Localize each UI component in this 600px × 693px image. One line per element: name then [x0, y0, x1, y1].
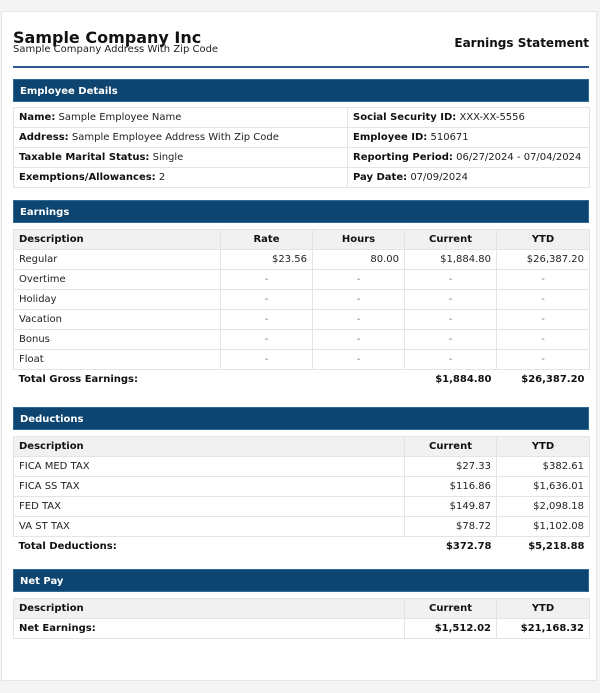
deduction-current: $149.87 [405, 496, 497, 516]
deduction-ytd: $2,098.18 [497, 496, 590, 516]
social-security-id: Social Security ID: XXX-XX-5556 [348, 108, 590, 128]
net-earnings-row [14, 619, 590, 639]
net-pay-header: Net Pay [13, 569, 589, 592]
column-header-ytd: YTD [497, 230, 590, 250]
earning-rate: $23.56 [221, 250, 313, 270]
earning-hours: 80.00 [313, 250, 405, 270]
earning-hours: - [313, 330, 405, 350]
earning-rate: - [221, 350, 313, 370]
deduction-current: $27.33 [405, 456, 497, 476]
total-gross-earnings-label: Total Gross Earnings: [18, 374, 138, 386]
earning-description: Regular [14, 250, 221, 270]
earnings-header: Earnings [13, 200, 589, 223]
column-header-ytd: YTD [497, 436, 590, 456]
table-row [14, 270, 590, 290]
earning-current: - [405, 330, 497, 350]
earning-description: Bonus [14, 330, 221, 350]
statement-title: Earnings Statement [454, 36, 589, 50]
table-row [14, 250, 590, 270]
table-row [14, 290, 590, 310]
total-deductions-row [14, 536, 590, 556]
deduction-current: $116.86 [405, 476, 497, 496]
total-deductions-current: $372.78 [445, 540, 492, 552]
column-header-description: Description [14, 599, 405, 619]
earning-current: - [405, 290, 497, 310]
total-gross-earnings-row [14, 370, 590, 390]
deduction-description: FED TAX [14, 496, 405, 516]
column-header-current: Current [405, 230, 497, 250]
earning-ytd: - [497, 330, 590, 350]
earning-current: - [405, 270, 497, 290]
earning-rate: - [221, 270, 313, 290]
net-earnings-current: $1,512.02 [405, 619, 497, 639]
table-row [14, 108, 590, 128]
column-header-description: Description [14, 436, 405, 456]
total-gross-earnings-ytd: $26,387.20 [521, 374, 585, 386]
deductions-table [13, 436, 590, 557]
total-gross-earnings-current: $1,884.80 [435, 374, 492, 386]
deduction-ytd: $382.61 [497, 456, 590, 476]
earnings-statement-document [1, 11, 597, 681]
pay-date: Pay Date: 07/09/2024 [348, 168, 590, 188]
total-deductions-ytd: $5,218.88 [528, 540, 585, 552]
earnings-table [13, 229, 590, 390]
employee-name: Name: Sample Employee Name [14, 108, 348, 128]
table-row [14, 330, 590, 350]
deduction-description: VA ST TAX [14, 516, 405, 536]
earning-description: Overtime [14, 270, 221, 290]
company-name: Sample Company Inc [13, 28, 202, 47]
exemptions-allowances: Exemptions/Allowances: 2 [14, 168, 348, 188]
net-earnings-ytd: $21,168.32 [497, 619, 590, 639]
statement-header [13, 12, 589, 66]
employee-details-table [13, 107, 590, 188]
employee-details-header: Employee Details [13, 79, 589, 102]
earning-description: Holiday [14, 290, 221, 310]
earning-description: Float [14, 350, 221, 370]
deduction-description: FICA MED TAX [14, 456, 405, 476]
table-row [14, 476, 590, 496]
earning-hours: - [313, 270, 405, 290]
earning-ytd: - [497, 290, 590, 310]
deduction-current: $78.72 [405, 516, 497, 536]
earning-current: - [405, 310, 497, 330]
earning-rate: - [221, 310, 313, 330]
earning-current: $1,884.80 [405, 250, 497, 270]
company-address: Sample Company Address With Zip Code [13, 44, 219, 55]
net-earnings-label: Net Earnings: [14, 619, 405, 639]
column-header-current: Current [405, 599, 497, 619]
deductions-header: Deductions [13, 407, 589, 430]
earning-hours: - [313, 290, 405, 310]
taxable-marital-status: Taxable Marital Status: Single [14, 148, 348, 168]
earning-description: Vacation [14, 310, 221, 330]
table-row [14, 168, 590, 188]
table-row [14, 350, 590, 370]
table-row [14, 128, 590, 148]
column-header-current: Current [405, 436, 497, 456]
earning-rate: - [221, 290, 313, 310]
earning-ytd: - [497, 270, 590, 290]
table-row [14, 456, 590, 476]
earning-ytd: - [497, 350, 590, 370]
earning-rate: - [221, 330, 313, 350]
table-header-row [14, 436, 590, 456]
table-row [14, 310, 590, 330]
net-pay-table [13, 598, 590, 639]
reporting-period: Reporting Period: 06/27/2024 - 07/04/2024 [348, 148, 590, 168]
earning-current: - [405, 350, 497, 370]
column-header-hours: Hours [313, 230, 405, 250]
column-header-ytd: YTD [497, 599, 590, 619]
column-header-rate: Rate [221, 230, 313, 250]
total-deductions-label: Total Deductions: [18, 540, 117, 552]
earning-ytd: - [497, 310, 590, 330]
deduction-description: FICA SS TAX [14, 476, 405, 496]
deduction-ytd: $1,102.08 [497, 516, 590, 536]
earning-ytd: $26,387.20 [497, 250, 590, 270]
employee-id: Employee ID: 510671 [348, 128, 590, 148]
table-header-row [14, 599, 590, 619]
employee-address: Address: Sample Employee Address With Zip Code [14, 128, 348, 148]
table-row [14, 516, 590, 536]
column-header-description: Description [14, 230, 221, 250]
table-header-row [14, 230, 590, 250]
table-row [14, 496, 590, 516]
earning-hours: - [313, 350, 405, 370]
deduction-ytd: $1,636.01 [497, 476, 590, 496]
earning-hours: - [313, 310, 405, 330]
table-row [14, 148, 590, 168]
